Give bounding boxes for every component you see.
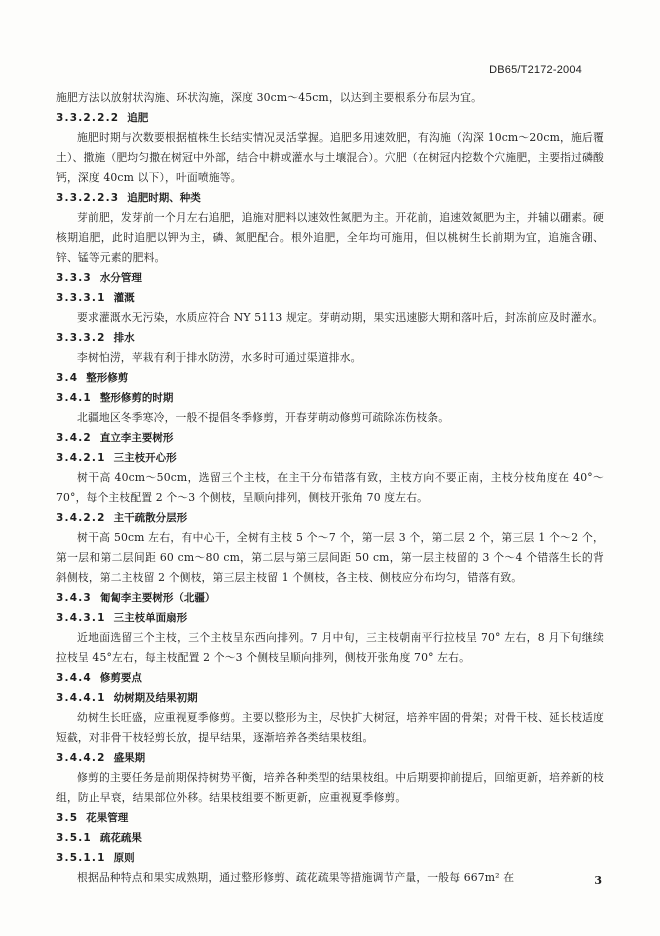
section-heading — [56, 508, 604, 528]
section-heading — [56, 428, 604, 448]
section-heading — [56, 668, 604, 688]
section-number: 3.5.1 — [56, 832, 92, 844]
section-heading — [56, 588, 604, 608]
section-heading — [56, 368, 604, 388]
section-number: 3.3.2.2.2 — [56, 112, 120, 124]
body-paragraph: 北疆地区冬季寒冷，一般不提倡冬季修剪，开春芽萌动修剪可疏除冻伤枝条。 — [77, 411, 450, 424]
section-title: 追肥 — [127, 112, 149, 124]
body-paragraph: 施肥方法以放射状沟施、环状沟施，深度 30cm～45cm，以达到主要根系分布层为宜。 — [56, 91, 483, 104]
section-heading — [56, 188, 604, 208]
section-number: 3.4.3.1 — [56, 612, 106, 624]
section-heading — [56, 748, 604, 768]
section-heading — [56, 448, 604, 468]
section-title: 三主枝开心形 — [113, 452, 177, 464]
body-paragraph: 修剪的主要任务是前期保持树势平衡，培养各种类型的结果枝组。中后期要抑前提后，回缩更新，培养新的枝组，防止早衰，结果部位外移。结果枝组要不断更新，应重视夏季修剪。 — [56, 771, 604, 804]
section-number: 3.4.3 — [56, 592, 92, 604]
section-title: 原则 — [113, 852, 135, 864]
section-number: 3.4.4.2 — [56, 752, 106, 764]
section-number: 3.4.2.2 — [56, 512, 106, 524]
section-title: 盛果期 — [113, 752, 146, 764]
body-paragraph: 要求灌溉水无污染，水质应符合 NY 5113 规定。芽萌动期，果实迅速膨大期和落叶后，封冻前应及时灌水。 — [77, 311, 604, 324]
body-paragraph: 树干高 40cm～50cm，选留三个主枝，在主干分布错落有致，主枝方向不要正南，主枝分枝角度在 40°～70°，每个主枝配置 2 个～3 个侧枝，呈顺向排列，侧枝开张角 70 度左右。 — [56, 471, 604, 504]
body-paragraph: 幼树生长旺盛，应重视夏季修剪。主要以整形为主，尽快扩大树冠，培养牢固的骨架；对骨干枝、延长枝适度短截，对非骨干枝轻剪长放，提早结果，逐渐培养各类结果枝组。 — [56, 711, 604, 744]
body-paragraph: 施肥时期与次数要根据植株生长结实情况灵活掌握。追肥多用速效肥，有沟施（沟深 10cm～20cm，施后覆土）、撒施（肥均匀撒在树冠中外部，结合中耕或灌水与土壤混合）。穴肥（在树冠内挖数个穴施肥，主要指过磷酸钙，深度 40cm 以下），叶面喷施等。 — [56, 131, 604, 184]
section-number: 3.4.4 — [56, 672, 92, 684]
section-title: 水分管理 — [99, 272, 142, 284]
section-title: 整形修剪 — [86, 372, 129, 384]
section-title: 灌溉 — [113, 292, 135, 304]
section-number: 3.4.1 — [56, 392, 92, 404]
section-heading — [56, 288, 604, 308]
section-number: 3.5.1.1 — [56, 852, 106, 864]
section-heading — [56, 828, 604, 848]
section-number: 3.3.3 — [56, 272, 92, 284]
section-heading — [56, 268, 604, 288]
section-title: 直立李主要树形 — [99, 432, 174, 444]
body-paragraph: 近地面选留三个主枝，三个主枝呈东西向排列。7 月中旬，三主枝朝南平行拉枝呈 70° 左右，8 月下旬继续拉枝呈 45°左右，每主枝配置 2 个～3 个侧枝呈顺向排列，侧枝开张角度 70° 左右。 — [56, 631, 604, 664]
section-heading — [56, 608, 604, 628]
section-heading — [56, 808, 604, 828]
section-heading — [56, 108, 604, 128]
section-title: 追肥时期、种类 — [127, 192, 201, 204]
section-heading — [56, 848, 604, 868]
section-title: 主干疏散分层形 — [113, 512, 188, 524]
section-heading — [56, 328, 604, 348]
section-number: 3.5 — [56, 812, 79, 824]
section-number: 3.4 — [56, 372, 79, 384]
body-paragraph: 根据品种特点和果实成熟期，通过整形修剪、疏花疏果等措施调节产量，一般每 667m² 在 — [77, 871, 515, 884]
section-heading — [56, 388, 604, 408]
section-number: 3.4.2.1 — [56, 452, 106, 464]
section-title: 疏花疏果 — [99, 832, 142, 844]
document-code: DB65/T2172-2004 — [489, 64, 582, 76]
section-title: 三主枝单面扇形 — [113, 612, 188, 624]
body-paragraph: 李树怕涝，苹栽有利于排水防涝，水多时可通过渠道排水。 — [77, 351, 362, 364]
section-number: 3.4.2 — [56, 432, 92, 444]
body-paragraph: 树干高 50cm 左右，有中心干，全树有主枝 5 个～7 个，第一层 3 个，第二层 2 个，第三层 1 个～2 个，第一层和第二层间距 60 cm～80 cm，第二层与第三层间距 50 cm，第一层主枝留的 3 个～4 个错落生长的背斜侧枝，第二主枝留 2 个侧枝，第三层主枝留 1 个侧枝，各主枝、侧枝应分布均匀，错落有致。 — [56, 531, 604, 584]
page-number: 3 — [594, 874, 602, 887]
section-title: 幼树期及结果初期 — [113, 692, 198, 704]
section-title: 匍匐李主要树形（北疆） — [99, 592, 216, 604]
body-paragraph: 芽前肥，发芽前一个月左右追肥，追施对肥料以速效性氮肥为主。开花前，追速效氮肥为主，并辅以硼素。硬核期追肥，此时追肥以钾为主，磷、氮肥配合。根外追肥，全年均可施用，但以桃树生长前期为宜，追施含硼、锌、锰等元素的肥料。 — [56, 211, 604, 264]
section-title: 修剪要点 — [99, 672, 142, 684]
section-number: 3.3.3.1 — [56, 292, 106, 304]
section-heading — [56, 688, 604, 708]
section-title: 排水 — [113, 332, 135, 344]
section-title: 花果管理 — [86, 812, 129, 824]
section-number: 3.3.2.2.3 — [56, 192, 120, 204]
section-number: 3.4.4.1 — [56, 692, 106, 704]
section-title: 整形修剪的时期 — [99, 392, 174, 404]
document-body — [56, 88, 604, 888]
section-number: 3.3.3.2 — [56, 332, 106, 344]
